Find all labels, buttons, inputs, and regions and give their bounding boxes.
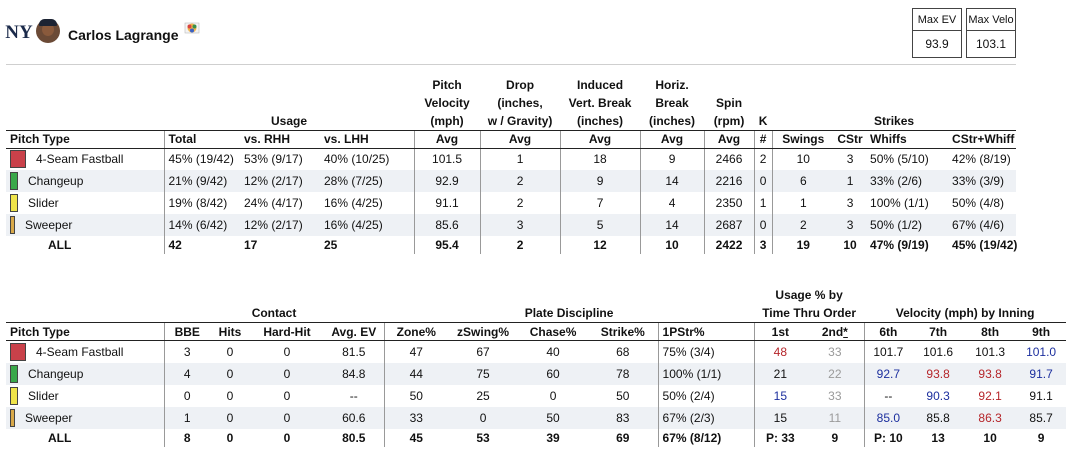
ivb-header: Induced Vert. Break (inches): [568, 77, 632, 128]
chase-cell: 0: [549, 388, 557, 403]
col-bbe[interactable]: BBE: [164, 323, 210, 341]
inning-8-velo-cell: 93.8: [964, 363, 1016, 385]
chase-cell: 60: [518, 363, 588, 385]
tto-footnote-marker[interactable]: *: [843, 324, 848, 339]
pitch-color-swatch: [10, 172, 18, 190]
hard-hit-cell: 0: [283, 388, 291, 403]
usage-total-cell: 14% (6/42): [164, 214, 240, 236]
inning-9-velo-cell: 9: [1037, 430, 1045, 445]
hb-cell: 14: [640, 170, 704, 192]
avg-ev-cell: --: [349, 388, 358, 403]
zone-cell: 44: [384, 363, 448, 385]
hits-cell: 0: [210, 363, 250, 385]
spin-cell: 2687: [704, 214, 754, 236]
swings-cell: 10: [772, 148, 834, 170]
table-row[interactable]: [6, 341, 1066, 363]
usage-tto-header: Usage % by Time Thru Order: [762, 288, 856, 320]
inning-8-velo-cell: 101.3: [975, 344, 1006, 359]
k-cell: 3: [754, 236, 772, 254]
bbe-cell: 0: [164, 385, 210, 407]
col-whiffs[interactable]: Whiffs: [866, 130, 948, 148]
pitch-type-cell: [6, 192, 164, 214]
pitch-name[interactable]: Changeup: [28, 366, 84, 381]
strike-cell: 83: [588, 407, 658, 429]
max-stats: [912, 8, 1016, 58]
col-spin-avg[interactable]: Avg: [704, 130, 754, 148]
table-row[interactable]: [6, 148, 1016, 170]
col-inn-9th[interactable]: 9th: [1016, 323, 1066, 341]
zswing-cell: 25: [476, 388, 490, 403]
max-ev-box: [912, 8, 962, 58]
strike-cell: 69: [616, 430, 630, 445]
hb-header: Horiz. Break (inches): [649, 77, 696, 128]
ivb-cell: 7: [560, 192, 640, 214]
inning-9-velo-cell: 91.7: [1016, 363, 1066, 385]
pitch-color-swatch: [10, 194, 18, 212]
plate-discipline-header: Plate Discipline: [524, 306, 614, 320]
pitch-color-swatch: [10, 343, 26, 361]
yankees-logo-icon[interactable]: [6, 18, 32, 44]
swings-cell: 6: [772, 170, 834, 192]
strike-cell: 68: [616, 344, 630, 359]
player-name[interactable]: Carlos Lagrange: [68, 27, 179, 43]
drop-cell: 1: [480, 148, 560, 170]
velocity-cell: 85.6: [414, 214, 480, 236]
zswing-cell: 67: [476, 344, 490, 359]
col-total[interactable]: Total: [164, 130, 240, 148]
first-pitch-strike-cell: 100% (1/1): [658, 363, 754, 385]
inning-7-velo-cell: 85.8: [912, 407, 964, 429]
k-cell: 1: [754, 192, 772, 214]
col-avg-ev[interactable]: Avg. EV: [324, 323, 384, 341]
table-row[interactable]: [6, 407, 1066, 429]
max-velo-box: [966, 8, 1016, 58]
pitch-type-cell: [6, 341, 164, 363]
inning-6-velo-cell: 92.7: [864, 363, 912, 385]
first-pitch-strike-cell: 50% (2/4): [658, 385, 754, 407]
tto-2nd-cell: 22: [806, 363, 864, 385]
whiffs-cell: 47% (9/19): [870, 238, 929, 252]
inning-7-velo-cell: 90.3: [926, 388, 950, 403]
usage-rhh-cell: 24% (4/17): [244, 196, 303, 210]
max-velo-value: 103.1: [975, 37, 1007, 51]
usage-total-cell: 19% (8/42): [164, 192, 240, 214]
strike-cell: 78: [588, 363, 658, 385]
col-inn-6th[interactable]: 6th: [864, 323, 912, 341]
ivb-cell: 9: [560, 170, 640, 192]
tto-2nd-cell: 33: [828, 388, 842, 403]
cstr-cell: 1: [834, 170, 866, 192]
tto-2nd-cell: 9: [831, 430, 839, 445]
pitch-name[interactable]: Slider: [28, 388, 59, 403]
bbe-cell: 1: [164, 407, 210, 429]
tto-1st-cell: 48: [754, 341, 806, 363]
inning-8-velo-cell: 92.1: [978, 388, 1002, 403]
chase-cell: 40: [546, 344, 560, 359]
pitch-type-cell: [6, 236, 164, 254]
usage-lhh-cell: 25: [324, 238, 338, 252]
first-pitch-strike-cell: 67% (2/3): [658, 407, 754, 429]
pitch-type-cell: [6, 407, 164, 429]
drop-cell: 2: [480, 236, 560, 254]
inning-9-velo-cell: 91.1: [1029, 388, 1053, 403]
hb-cell: 4: [640, 192, 704, 214]
pitch-type-cell: [6, 385, 164, 407]
pitch-results-table: [6, 286, 1066, 447]
chase-cell: 50: [518, 407, 588, 429]
velocity-cell: 95.4: [414, 236, 480, 254]
inning-6-velo-cell: 101.7: [864, 341, 912, 363]
bbe-cell: 4: [164, 363, 210, 385]
usage-rhh-cell: 53% (9/17): [244, 152, 303, 167]
cstr-whiff-cell: 50% (4/8): [952, 196, 1005, 210]
hb-cell: 10: [640, 236, 704, 254]
col-pitch-type-2[interactable]: Pitch Type: [6, 323, 164, 341]
hb-cell: 14: [640, 214, 704, 236]
inning-8-velo-cell: 86.3: [964, 407, 1016, 429]
table-row[interactable]: [6, 363, 1066, 385]
usage-header: Usage: [271, 113, 308, 128]
col-tto-1st[interactable]: 1st: [754, 323, 806, 341]
usage-lhh-cell: 40% (10/25): [324, 152, 390, 167]
usage-total-cell: 45% (19/42): [164, 148, 240, 170]
country-flag-icon: [184, 20, 200, 39]
drop-cell: 3: [480, 214, 560, 236]
drop-cell: 2: [480, 192, 560, 214]
pitch-color-swatch: [10, 216, 15, 234]
max-ev-value: 93.9: [925, 37, 949, 51]
svg-text:NY: NY: [5, 22, 33, 43]
col-k[interactable]: #: [754, 130, 772, 148]
usage-total-cell: 42: [164, 236, 240, 254]
pitch-color-swatch: [10, 365, 18, 383]
whiffs-cell: 100% (1/1): [870, 196, 929, 210]
inning-9-velo-cell: 101.0: [1026, 344, 1057, 359]
inning-9-velo-cell: 85.7: [1016, 407, 1066, 429]
ivb-cell: 18: [560, 148, 640, 170]
cstr-cell: 3: [846, 152, 854, 167]
velocity-cell: 91.1: [414, 192, 480, 214]
header-divider: [6, 64, 1016, 65]
inning-7-velo-cell: 93.8: [912, 363, 964, 385]
ivb-cell: 12: [560, 236, 640, 254]
pitch-name[interactable]: Sweeper: [25, 218, 73, 232]
pitch-name[interactable]: 4-Seam Fastball: [36, 152, 124, 167]
spin-cell: 2216: [704, 170, 754, 192]
col-chase[interactable]: Chase%: [518, 323, 588, 341]
velocity-header: Pitch Velocity (mph): [424, 77, 470, 128]
hits-cell: 0: [226, 344, 234, 359]
bbe-cell: 3: [164, 341, 210, 363]
col-tto-2nd[interactable]: 2nd*: [806, 323, 864, 341]
usage-lhh-cell: 28% (7/25): [320, 170, 414, 192]
col-velo-avg[interactable]: Avg: [414, 130, 480, 148]
k-cell: 0: [754, 214, 772, 236]
inning-6-velo-cell: P: 10: [864, 429, 912, 447]
inning-6-velo-cell: --: [864, 385, 912, 407]
tto-1st-cell: 21: [754, 363, 806, 385]
pitch-type-cell: [6, 170, 164, 192]
avg-ev-cell: 84.8: [324, 363, 384, 385]
tto-1st-cell: P: 33: [754, 429, 806, 447]
col-vs-rhh[interactable]: vs. RHH: [240, 130, 320, 148]
zone-cell: 33: [384, 407, 448, 429]
avg-ev-cell: 80.5: [342, 430, 366, 445]
strikes-header: Strikes: [874, 113, 915, 128]
table-row[interactable]: [6, 170, 1016, 192]
pitch-color-swatch: [10, 150, 26, 168]
hb-cell: 9: [640, 148, 704, 170]
swings-cell: 2: [772, 214, 834, 236]
avg-ev-cell: 81.5: [342, 344, 366, 359]
player-header: [6, 14, 200, 48]
whiffs-cell: 50% (5/10): [870, 152, 929, 167]
zone-cell: 50: [384, 385, 448, 407]
pitch-type-cell: [6, 363, 164, 385]
usage-rhh-cell: 17: [244, 238, 258, 252]
usage-rhh-cell: 12% (2/17): [240, 214, 320, 236]
usage-lhh-cell: 16% (4/25): [324, 196, 383, 210]
pitch-color-swatch: [10, 409, 15, 427]
whiffs-cell: 33% (2/6): [866, 170, 948, 192]
cstr-cell: 3: [846, 196, 854, 210]
inning-7-velo-cell: 13: [931, 430, 945, 445]
tto-2nd-cell: 33: [828, 344, 842, 359]
spin-cell: 2422: [704, 236, 754, 254]
zswing-cell: 53: [476, 430, 490, 445]
spin-cell: 2350: [704, 192, 754, 214]
first-pitch-strike-cell: 75% (3/4): [658, 341, 754, 363]
pitch-name[interactable]: Sweeper: [25, 410, 73, 425]
tto-2nd-cell: 11: [806, 407, 864, 429]
table-row[interactable]: [6, 385, 1066, 407]
velocity-cell: 92.9: [414, 170, 480, 192]
pitch-color-swatch: [10, 387, 18, 405]
drop-cell: 2: [480, 170, 560, 192]
col-inn-7th[interactable]: 7th: [912, 323, 964, 341]
col-strike[interactable]: Strike%: [588, 323, 658, 341]
hard-hit-cell: 0: [283, 344, 291, 359]
first-pitch-strike-cell: 67% (8/12): [658, 429, 754, 447]
col-ivb-avg[interactable]: Avg: [560, 130, 640, 148]
pitch-name[interactable]: Slider: [28, 196, 59, 210]
hard-hit-cell: 0: [250, 407, 324, 429]
col-cstr[interactable]: CStr: [834, 130, 866, 148]
player-avatar[interactable]: [36, 19, 60, 43]
col-vs-lhh[interactable]: vs. LHH: [320, 130, 414, 148]
pitch-arsenal-table: [6, 70, 1016, 254]
velo-inning-header: Velocity (mph) by Inning: [895, 306, 1035, 320]
k-header: K: [758, 113, 768, 128]
inning-7-velo-cell: 101.6: [923, 344, 954, 359]
zswing-cell: 0: [448, 407, 518, 429]
table-total-row[interactable]: [6, 236, 1016, 254]
cstr-whiff-cell: 42% (8/19): [952, 152, 1011, 167]
inning-8-velo-cell: 10: [983, 430, 997, 445]
strike-cell: 50: [616, 388, 630, 403]
zone-cell: 45: [384, 429, 448, 447]
col-drop-avg[interactable]: Avg: [480, 130, 560, 148]
pitch-name[interactable]: 4-Seam Fastball: [36, 344, 124, 359]
usage-total-cell: 21% (9/42): [164, 170, 240, 192]
col-zswing[interactable]: zSwing%: [448, 323, 518, 341]
k-cell: 0: [754, 170, 772, 192]
col-hb-avg[interactable]: Avg: [640, 130, 704, 148]
pitch-name[interactable]: ALL: [48, 430, 72, 445]
col-cstr-whiff[interactable]: CStr+Whiff: [948, 130, 1016, 148]
tto-1st-cell: 15: [754, 407, 806, 429]
velocity-cell: 101.5: [414, 148, 480, 170]
drop-header: Drop (inches, w / Gravity): [487, 77, 553, 128]
avg-ev-cell: 60.6: [324, 407, 384, 429]
pitch-name[interactable]: ALL: [48, 238, 72, 252]
cstr-cell: 10: [843, 238, 857, 252]
k-cell: 2: [754, 148, 772, 170]
table-row[interactable]: [6, 214, 1016, 236]
cstr-whiff-cell: 45% (19/42): [952, 238, 1018, 252]
zone-cell: 47: [384, 341, 448, 363]
swings-cell: 19: [772, 236, 834, 254]
hard-hit-cell: 0: [250, 363, 324, 385]
col-zone[interactable]: Zone%: [384, 323, 448, 341]
pitch-type-cell: [6, 148, 164, 170]
hits-cell: 0: [210, 407, 250, 429]
bbe-cell: 8: [164, 429, 210, 447]
hard-hit-cell: 0: [283, 430, 291, 445]
pitch-type-cell: [6, 429, 164, 447]
spin-cell: 2466: [704, 148, 754, 170]
swings-cell: 1: [772, 192, 834, 214]
usage-lhh-cell: 16% (4/25): [320, 214, 414, 236]
ivb-cell: 5: [560, 214, 640, 236]
tto-1st-cell: 15: [754, 385, 806, 407]
zswing-cell: 75: [448, 363, 518, 385]
col-inn-8th[interactable]: 8th: [964, 323, 1016, 341]
chase-cell: 39: [546, 430, 560, 445]
contact-header: Contact: [251, 306, 297, 320]
table-total-row[interactable]: [6, 429, 1066, 447]
hits-cell: 0: [226, 430, 234, 445]
pitch-name[interactable]: Changeup: [28, 174, 84, 188]
max-velo-label: Max Velo: [967, 9, 1015, 31]
cstr-whiff-cell: 33% (3/9): [948, 170, 1016, 192]
hits-cell: 0: [226, 388, 234, 403]
table-row[interactable]: [6, 192, 1016, 214]
col-hits[interactable]: Hits: [210, 323, 250, 341]
inning-6-velo-cell: 85.0: [864, 407, 912, 429]
cstr-whiff-cell: 67% (4/6): [948, 214, 1016, 236]
col-1pstr[interactable]: 1PStr%: [658, 323, 754, 341]
max-ev-label: Max EV: [913, 9, 961, 31]
col-pitch-type[interactable]: Pitch Type: [6, 130, 164, 148]
spin-header: Spin (rpm): [713, 95, 745, 128]
usage-rhh-cell: 12% (2/17): [240, 170, 320, 192]
whiffs-cell: 50% (1/2): [866, 214, 948, 236]
cstr-cell: 3: [834, 214, 866, 236]
col-hard-hit[interactable]: Hard-Hit: [250, 323, 324, 341]
pitch-type-cell: [6, 214, 164, 236]
col-swings[interactable]: Swings: [772, 130, 834, 148]
